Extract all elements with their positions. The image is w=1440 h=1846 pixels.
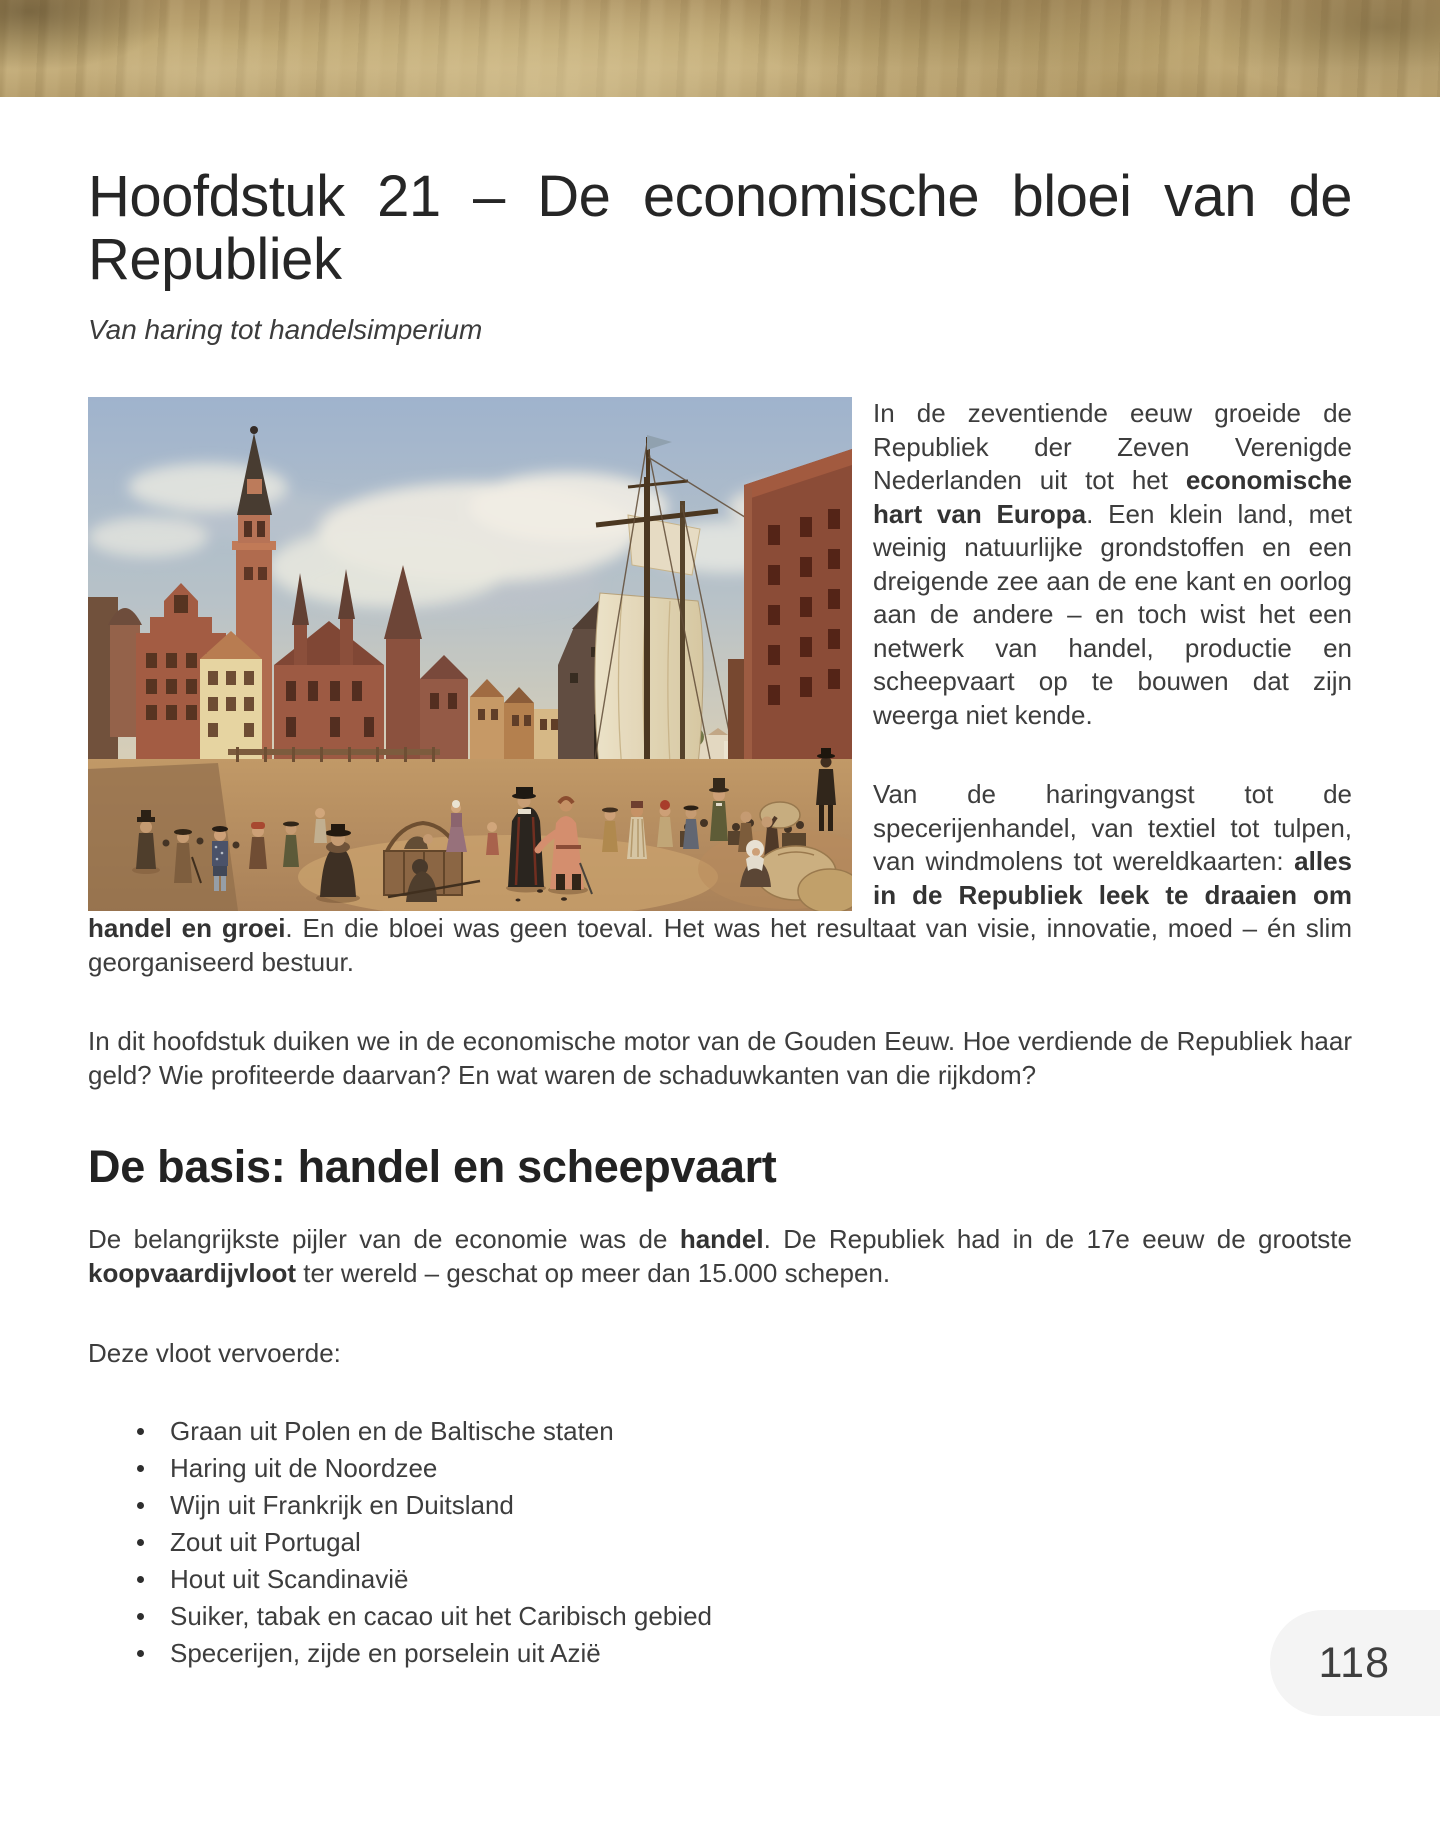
list-item: Suiker, tabak en cacao uit het Caribisch gebied bbox=[135, 1599, 1352, 1633]
list-item: Hout uit Scandinavië bbox=[135, 1562, 1352, 1596]
harbor-painting-graphic bbox=[88, 397, 852, 911]
cargo-list-intro: Deze vloot vervoerde: bbox=[88, 1338, 341, 1368]
section-heading: De basis: handel en scheepvaart bbox=[88, 1141, 777, 1192]
chapter-title: Hoofdstuk 21 – De economische bloei van de Republiek bbox=[88, 164, 1352, 292]
section-paragraph-1: De belangrijkste pijler van de economie was de handel. De Republiek had in de 17e eeuw de grootste koopvaardijvloot ter wereld – geschat op meer dan 15.000 schepen. bbox=[88, 1224, 1352, 1288]
list-item: Graan uit Polen en de Baltische staten bbox=[135, 1414, 1352, 1448]
list-item: Wijn uit Frankrijk en Duitsland bbox=[135, 1488, 1352, 1522]
intro-section bbox=[88, 397, 1352, 1025]
parchment-header-band bbox=[0, 0, 1440, 97]
list-item: Specerijen, zijde en porselein uit Azië bbox=[135, 1636, 1352, 1670]
harbor-painting bbox=[88, 397, 852, 911]
page-content bbox=[88, 165, 1352, 1670]
intro-paragraph-3: In dit hoofdstuk duiken we in de economische motor van de Gouden Eeuw. Hoe verdiende de Republiek haar geld? Wie profiteerde daarvan? En wat waren de schaduwkanten van die rijkdom? bbox=[88, 1026, 1352, 1090]
cargo-list bbox=[88, 1414, 1352, 1670]
intro-paragraph-2: Van de haringvangst tot de specerijenhandel, van textiel tot tulpen, van windmolens tot wereldkaarten: alles in de Republiek leek te draaien om handel en groei. En die bloei was geen toeval. Het was het resultaat van visie, innovatie, moed – én slim georganiseerd bestuur. bbox=[88, 779, 1352, 977]
chapter-subtitle: Van haring tot handelsimperium bbox=[88, 314, 483, 345]
page-number: 118 bbox=[1318, 1638, 1390, 1687]
list-item: Zout uit Portugal bbox=[135, 1525, 1352, 1559]
list-item: Haring uit de Noordzee bbox=[135, 1451, 1352, 1485]
intro-paragraph-1: In de zeventiende eeuw groeide de Republiek der Zeven Verenigde Nederlanden uit tot het economische hart van Europa. Een klein land, met weinig natuurlijke grondstoffen en een dreigende zee aan de ene kant en oorlog aan de andere – en toch wist het een netwerk van handel, productie en scheepvaart op te bouwen dat zijn weerga niet kende. bbox=[873, 398, 1353, 730]
page-number-badge bbox=[1270, 1610, 1440, 1716]
